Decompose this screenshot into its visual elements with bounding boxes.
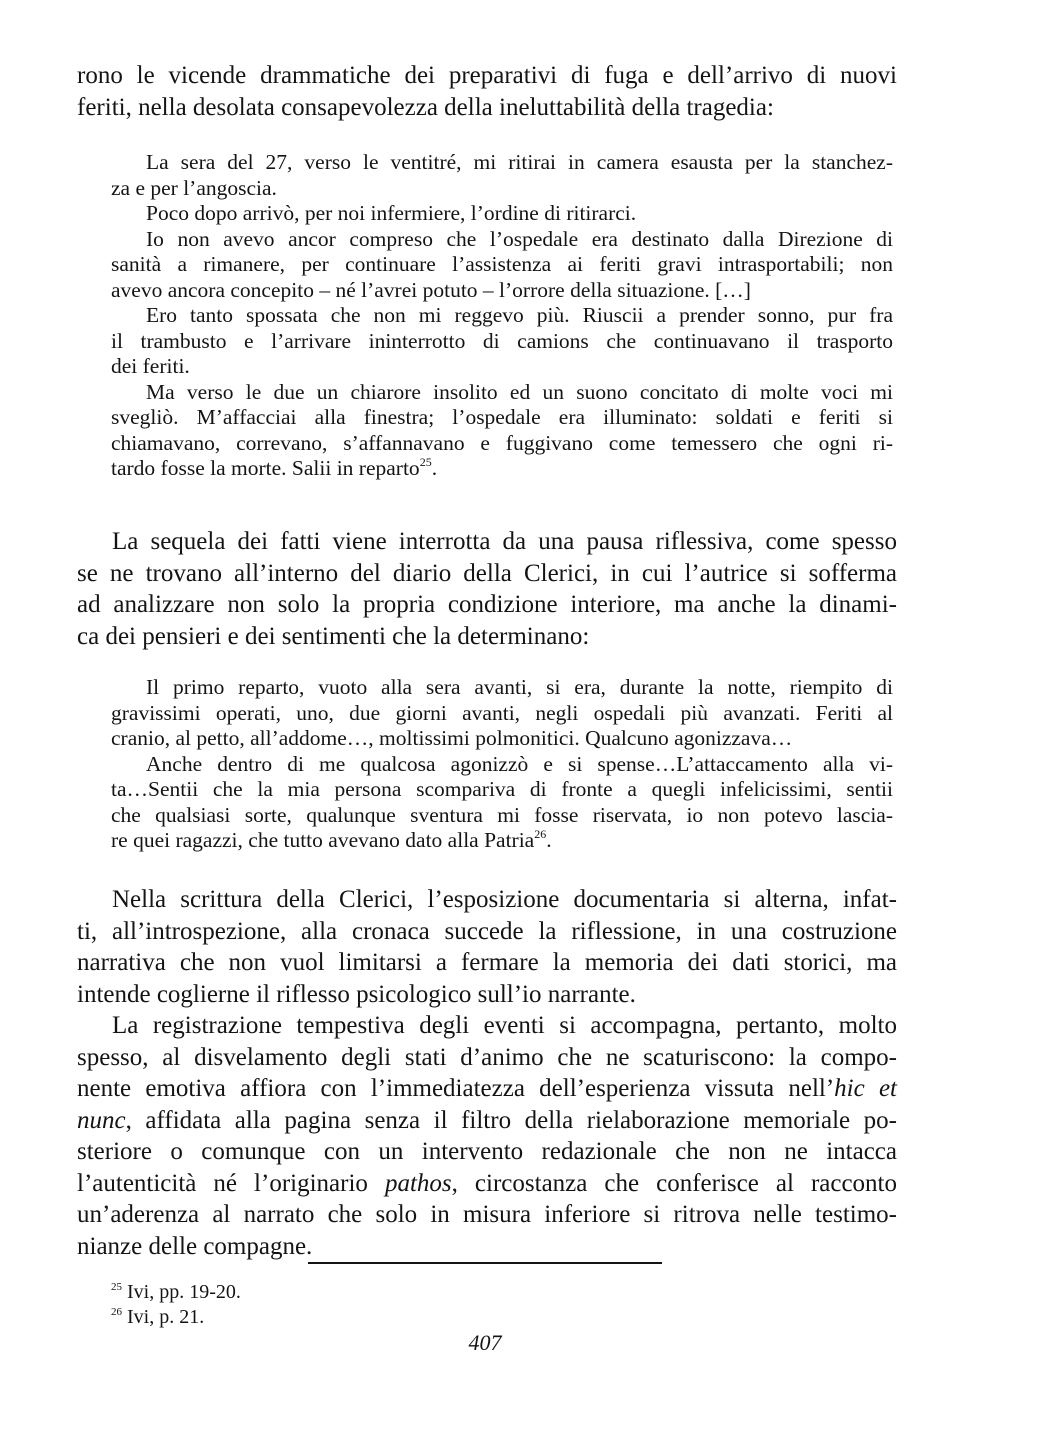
text-line: Io non avevo ancor compreso che l’ospedale era destinato dalla Direzione di [146, 226, 893, 251]
footnote-separator [308, 1262, 662, 1264]
italic-term: pathos [384, 1169, 452, 1197]
text-line: La sequela dei fatti viene interrotta da una pausa riflessiva, come spesso [112, 528, 897, 555]
footnote-ref-26[interactable]: 26 [534, 827, 547, 841]
text-line: steriore o comunque con un intervento redazionale che non ne intacca [77, 1138, 897, 1165]
text-line: rono le vicende drammatiche dei preparativi di fuga e dell’arrivo di nuovi [77, 62, 897, 89]
text-line: Ero tanto spossata che non mi reggevo più. Riuscii a prender sonno, pur fra [146, 303, 893, 327]
text-line: Ma verso le due un chiarore insolito ed un suono concitato di molte voci mi [146, 379, 893, 404]
text-line: La registrazione tempestiva degli eventi si accompagna, pertanto, molto [112, 1012, 897, 1039]
quote-paragraph [111, 227, 893, 304]
text-line: re quei ragazzi, che tutto avevano dato alla Patria$^{26}$. [111, 827, 552, 852]
paragraph-registrazione [77, 1010, 897, 1262]
quote-paragraph [111, 380, 893, 482]
text-line: Nella scrittura della Clerici, l’esposizione documentaria si alterna, infat- [112, 886, 897, 913]
block-quote-2 [111, 675, 893, 854]
text-line [77, 1073, 897, 1105]
text-line: Poco dopo arrivò, per noi infermiere, l’ordine di ritirarci. [146, 201, 637, 225]
text-line: nianze delle compagne. [77, 1232, 313, 1260]
text-line: spesso, al disvelamento degli stati d’animo che ne scaturiscono: la compo- [77, 1043, 897, 1071]
text-line: ca dei pensieri e dei sentimenti che la determinano: [77, 622, 590, 650]
text-fragment: tardo fosse la morte. Salii in reparto [111, 456, 420, 480]
page-number: 407 [468, 1330, 502, 1355]
quote-paragraph [111, 150, 893, 201]
block-quote-1 [111, 150, 893, 482]
text-line: avevo ancora concepito – né l’avrei potuto – l’orrore della situazione. […] [111, 277, 751, 302]
footnote-26 [111, 1305, 204, 1329]
text-line: ad analizzare non solo la propria condizione interiore, ma anche la dinami- [77, 591, 897, 618]
text-line: ta…Sentii che la mia persona scompariva di fronte a quegli infelicissimi, sentii [111, 777, 893, 801]
footnote-number: 25 [111, 1281, 122, 1293]
text-line [77, 1105, 897, 1137]
text-fragment: l’autenticità né l’originario [77, 1169, 385, 1197]
quote-paragraph [111, 201, 893, 227]
text-line: intende coglierne il riflesso psicologico sull’io narrante. [77, 980, 636, 1008]
text-line: chiamavano, correvano, s’affannavano e fuggivano come temessero che ogni ri- [111, 430, 893, 455]
text-line: un’aderenza al narrato che solo in misura inferiore si ritrova nelle testimo- [77, 1201, 897, 1228]
text-line: La sera del 27, verso le ventitré, mi ritirai in camera esausta per la stanchez- [146, 150, 893, 174]
text-line: gravissimi operati, uno, due giorni avanti, negli ospedali più avanzati. Feriti al [111, 700, 893, 725]
text-line: sanità a rimanere, per continuare l’assistenza ai feriti gravi intrasportabili; non [111, 252, 893, 276]
text-line: dei feriti. [111, 354, 190, 378]
text-line: se ne trovano all’interno del diario della Clerici, in cui l’autrice si sofferma [77, 559, 897, 587]
text-line: cranio, al petto, all’addome…, moltissimi polmonitici. Qualcuno agonizzava… [111, 726, 793, 750]
text-line: za e per l’angoscia. [111, 175, 277, 200]
paragraph-intro [77, 60, 897, 123]
text-line: Anche dentro di me qualcosa agonizzò e si spense…L’attaccamento alla vi- [146, 751, 893, 776]
text-line: ti, all’introspezione, alla cronaca succede la riflessione, in una costruzione [77, 917, 897, 945]
text-line: Il primo reparto, vuoto alla sera avanti, si era, durante la notte, riempito di [146, 675, 893, 699]
paragraph-sequence [77, 526, 897, 652]
text-line: tardo fosse la morte. Salii in reparto$^{25}$. [111, 455, 438, 480]
paragraph-scrittura [77, 884, 897, 1010]
text-line: feriti, nella desolata consapevolezza della ineluttabilità della tragedia: [77, 93, 774, 121]
text-line: che qualsiasi sorte, qualunque sventura mi fosse riservata, io non potevo lascia- [111, 802, 893, 827]
text-line [77, 1168, 897, 1200]
quote-paragraph [111, 303, 893, 380]
footnote-number: 26 [111, 1306, 122, 1318]
footnote-text: Ivi, p. 21. [127, 1306, 205, 1328]
text-fragment: re quei ragazzi, che tutto avevano dato alla Patria [111, 828, 535, 852]
text-fragment: , circostanza che conferisce al racconto [451, 1169, 897, 1197]
text-fragment: , affidata alla pagina senza il filtro della rielaborazione memoriale po- [125, 1106, 897, 1134]
footnote-25 [111, 1280, 241, 1304]
footnote-ref-25[interactable]: 25 [419, 455, 432, 469]
text-fragment: nente emotiva affiora con l’immediatezza dell’esperienza vissuta nell’ [77, 1075, 835, 1102]
text-line: narrativa che non vuol limitarsi a fermare la memoria dei dati storici, ma [77, 949, 897, 976]
italic-term: hic et [834, 1075, 897, 1102]
italic-term: nunc [77, 1106, 126, 1134]
quote-paragraph [111, 675, 893, 752]
footnote-text: Ivi, pp. 19-20. [127, 1281, 241, 1303]
quote-paragraph [111, 752, 893, 854]
text-line: il trambusto e l’arrivare ininterrotto di camions che continuavano il trasporto [111, 328, 893, 353]
text-line: svegliò. M’affacciai alla finestra; l’ospedale era illuminato: soldati e feriti si [111, 405, 893, 429]
